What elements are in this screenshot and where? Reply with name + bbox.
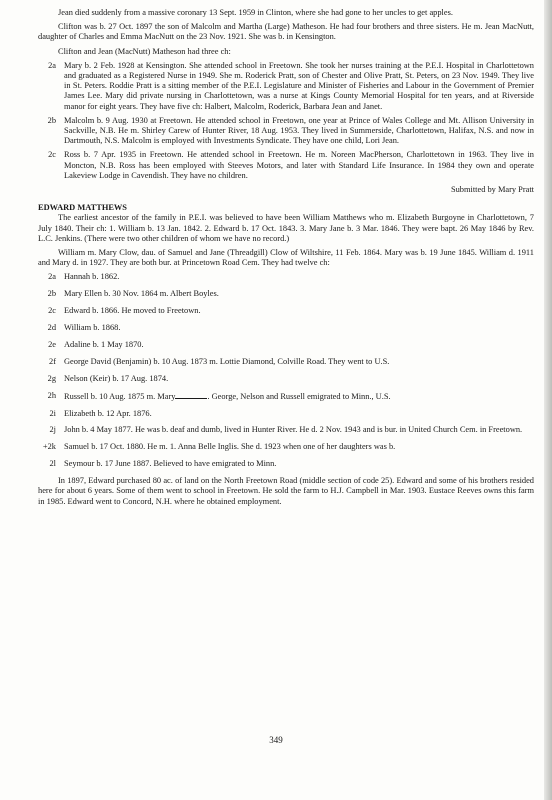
submitted-by: Submitted by Mary Pratt bbox=[450, 185, 534, 195]
paragraph-earliest-ancestor: The earliest ancestor of the family in P.E.I. was believed to have been William Matthews who m. Elizabeth Burgoyne in Charlottetown, 7 July 1840. Their ch: 1. William b. 13 Jan. 1842. 2. Edward b. 17 Oct. 1843. 3. Mary Jane b. 3 Mar. 1846. They were bapt. 26 May 1846 by Rev. L.C. Jenkins. (There were two other children of whom we have no record.) bbox=[38, 213, 534, 243]
entry-code: 2c bbox=[48, 306, 56, 316]
matthews-child-entry bbox=[38, 306, 534, 316]
matthews-child-entry bbox=[38, 323, 534, 333]
paragraph-children-intro: Clifton and Jean (MacNutt) Matheson had three ch: bbox=[58, 46, 231, 56]
entry-code: 2b bbox=[47, 289, 56, 299]
entry-text: Mary Ellen b. 30 Nov. 1864 m. Albert Boyles. bbox=[64, 289, 219, 299]
matthews-child-entry bbox=[38, 459, 534, 469]
matheson-child-entry bbox=[38, 150, 534, 181]
paragraph-1897: In 1897, Edward purchased 80 ac. of land on the North Freetown Road (middle section of code 25). Edward and some of his brothers resided here for about 6 years. Some of them went to school in Freetown. He sold the farm to H.J. Campbell in Mar. 1903. Eustace Reeves owns this farm in 1985. Edward went to Concord, N.H. where he obtained employment. bbox=[38, 476, 534, 506]
paragraph-clifton: Clifton was b. 27 Oct. 1897 the son of Malcolm and Martha (Large) Matheson. He had four brothers and three sisters. He m. Jean MacNutt, daughter of Charles and Emma MacNutt on the 23 Nov. 1921. She was b. in Kensington. bbox=[38, 22, 534, 42]
matthews-child-entry bbox=[38, 391, 534, 402]
entry-text: Nelson (Keir) b. 17 Aug. 1874. bbox=[64, 373, 169, 383]
entry-code: 2a bbox=[48, 272, 56, 282]
entry-text: Mary b. 2 Feb. 1928 at Kensington. She attended school in Freetown. She took her nurses training at the P.E.I. Hospital in Charlottetown and graduated as a Registered Nurse in 1949. She m. Roderick Pratt, son of Chester and Olive Pratt, St. Peters, on 23 Nov. 1949. They live in St. Peters. Roddie Pratt is a sitting member of the P.E.I. Legislature and Minister of Fisheries and Labour in the Government of Premier James Lee. Mary did private nursing in Charlottetown, was a nurse at Kings County Memorial Hospital for ten years, and at Riverside manor for eight years. They have five ch: Halbert, Malcolm, Roderick, Barbara Jean and Janet. bbox=[64, 60, 534, 111]
entry-text: John b. 4 May 1877. He was b. deaf and dumb, lived in Hunter River. He d. 2 Nov. 1943 and is bur. in United Church Cem. in Freetown. bbox=[64, 425, 523, 435]
entry-text: George David (Benjamin) b. 10 Aug. 1873 m. Lottie Diamond, Colville Road. They went to U.S. bbox=[64, 356, 390, 366]
page-number: 349 bbox=[269, 735, 283, 745]
entry-code: 2b bbox=[47, 115, 56, 125]
matthews-child-entry bbox=[38, 289, 534, 299]
entry-text: Edward b. 1866. He moved to Freetown. bbox=[64, 306, 201, 316]
entry-text: Hannah b. 1862. bbox=[64, 272, 120, 282]
section-heading: EDWARD MATTHEWS bbox=[38, 203, 127, 213]
matthews-child-entry bbox=[38, 374, 534, 384]
page-edge bbox=[544, 0, 552, 800]
entry-code: 2d bbox=[47, 323, 56, 333]
entry-text: Ross b. 7 Apr. 1935 in Freetown. He attended school in Freetown. He m. Noreen MacPherson, Charlottetown in 1963. They live in Moncton, N.B. Ross has been employed with Steeves Motors, and later with Standard Life Insurance. In 1984 they own and operate Lakeview Lodge in Cavendish. They have no children. bbox=[64, 150, 534, 180]
entry-code: 2a bbox=[48, 60, 56, 70]
matheson-child-entry bbox=[38, 116, 534, 147]
entry-code: 2h bbox=[47, 390, 56, 400]
entry-text: Samuel b. 17 Oct. 1880. He m. 1. Anna Belle Inglis. She d. 1923 when one of her daughters was b. bbox=[64, 442, 396, 452]
entry-code: +2k bbox=[42, 442, 56, 452]
entry-code: 2j bbox=[49, 425, 56, 435]
entry-text: Malcolm b. 9 Aug. 1930 at Freetown. He attended school in Freetown, one year at Prince of Wales College and Mt. Allison University in Sackville, N.B. He m. Shirley Carew of Hunter River, 18 Aug. 1953. They lived in Summerside, Charlottetown, Halifax, N.S. and now in Dartmouth, N.S. Malcolm is employed with Investments Syndicate. They have one child, Lori Jean. bbox=[64, 115, 534, 146]
entry-text bbox=[64, 391, 534, 402]
entry-text: William b. 1868. bbox=[64, 323, 121, 333]
matheson-child-entry bbox=[38, 61, 534, 112]
entry-code: 2c bbox=[48, 150, 56, 160]
entry-code: 2f bbox=[49, 356, 56, 366]
blank-line bbox=[175, 391, 207, 399]
paragraph-william: William m. Mary Clow, dau. of Samuel and Jane (Threadgill) Clow of Wiltshire, 11 Feb. 1864. Mary was b. 19 June 1845. William d. 1911 and Mary d. in 1927. They are both bur. at Princetown Road Cem. They had twelve ch: bbox=[38, 248, 534, 268]
entry-text-start: Russell b. 10 Aug. 1875 m. Mary bbox=[64, 391, 176, 401]
matthews-child-entry bbox=[38, 340, 534, 350]
matthews-child-entry bbox=[38, 357, 534, 367]
entry-text: Elizabeth b. 12 Apr. 1876. bbox=[64, 408, 152, 418]
matthews-child-entry bbox=[38, 442, 534, 452]
matthews-child-entry bbox=[38, 425, 534, 435]
entry-text: Adaline b. 1 May 1870. bbox=[64, 340, 144, 350]
entry-code: 2l bbox=[49, 459, 56, 469]
entry-text-end: . George, Nelson and Russell emigrated to Minn., U.S. bbox=[207, 391, 391, 401]
entry-code: 2g bbox=[47, 373, 56, 383]
entry-code: 2i bbox=[49, 408, 56, 418]
entry-text: Seymour b. 17 June 1887. Believed to have emigrated to Minn. bbox=[64, 459, 277, 469]
paragraph-jean: Jean died suddenly from a massive coronary 13 Sept. 1959 in Clinton, where she had gone to her uncles to get apples. bbox=[58, 8, 453, 17]
entry-code: 2e bbox=[48, 340, 56, 350]
matthews-child-entry bbox=[38, 272, 534, 282]
matthews-child-entry bbox=[38, 409, 534, 419]
